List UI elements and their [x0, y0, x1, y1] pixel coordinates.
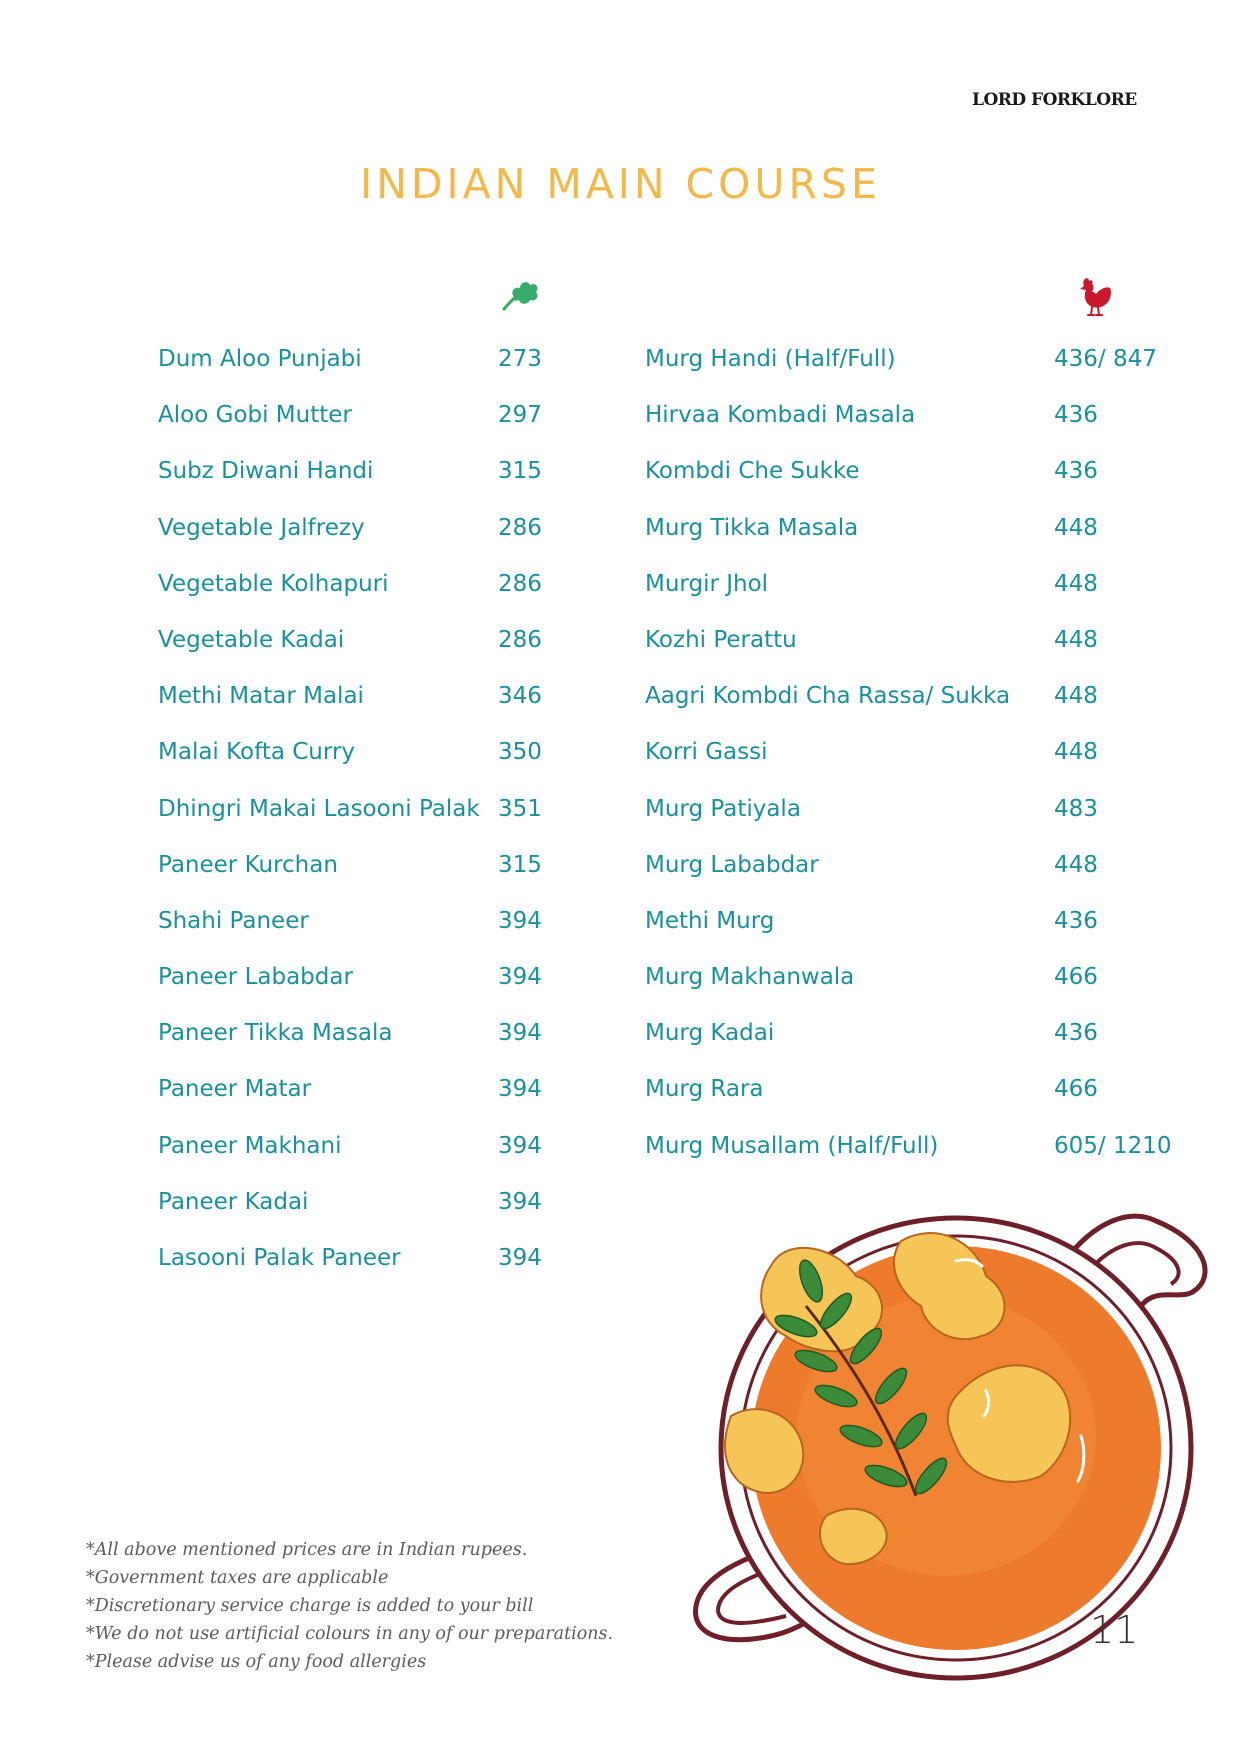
menu-item-price: 448: [1054, 739, 1098, 766]
menu-item: [158, 852, 578, 908]
menu-item: [645, 739, 1165, 795]
menu-item-name: Murg Handi (Half/Full): [645, 346, 896, 372]
menu-item-price: 436: [1054, 907, 1098, 934]
page-title: INDIAN MAIN COURSE: [360, 160, 881, 208]
menu-item-name: Paneer Kurchan: [158, 851, 338, 878]
footnote-line: *We do not use artificial colours in any of our preparations.: [86, 1624, 614, 1644]
menu-item-price: 436: [1054, 1020, 1098, 1047]
menu-item-price: 483: [1054, 795, 1098, 822]
footnote-line: *Please advise us of any food allergies: [86, 1652, 427, 1672]
menu-item-name: Kombdi Che Sukke: [645, 458, 860, 485]
menu-item-price: 394: [498, 1132, 542, 1159]
menu-item: [158, 1020, 578, 1076]
menu-item: [645, 627, 1165, 683]
menu-item-price: 436: [1054, 402, 1098, 429]
menu-item-name: Murg Patiyala: [645, 795, 801, 822]
menu-item-price: 448: [1054, 514, 1098, 541]
menu-item-name: Paneer Matar: [158, 1076, 312, 1103]
menu-item-price: 315: [498, 851, 542, 878]
menu-item: [158, 1076, 578, 1132]
menu-item-name: Vegetable Kolhapuri: [158, 570, 389, 597]
menu-item: [645, 571, 1165, 627]
menu-item: [158, 571, 578, 627]
menu-item: [645, 402, 1165, 458]
menu-item-price: 436/ 847: [1054, 346, 1157, 372]
menu-item-name: Paneer Lababdar: [158, 964, 353, 991]
menu-item-name: Dhingri Makai Lasooni Palak: [158, 795, 480, 822]
menu-item: [645, 683, 1165, 739]
menu-item-name: Aloo Gobi Mutter: [158, 402, 352, 429]
menu-item: [158, 515, 578, 571]
menu-item-price: 286: [498, 570, 542, 597]
menu-item-price: 466: [1054, 964, 1098, 991]
menu-item-price: 394: [498, 1076, 542, 1103]
menu-item-name: Vegetable Kadai: [158, 626, 345, 653]
menu-item-price: 286: [498, 514, 542, 541]
menu-item-name: Aagri Kombdi Cha Rassa/ Sukka: [645, 683, 1011, 710]
menu-item: [645, 1076, 1165, 1132]
menu-item-price: 286: [498, 626, 542, 653]
menu-item-name: Murgir Jhol: [645, 570, 769, 597]
menu-item: [158, 1245, 578, 1301]
menu-item-price: 346: [498, 683, 542, 710]
menu-item-name: Paneer Makhani: [158, 1132, 342, 1159]
menu-item: [158, 1189, 578, 1245]
menu-item: [158, 346, 578, 402]
menu-item-price: 351: [498, 795, 542, 822]
menu-item-name: Hirvaa Kombadi Masala: [645, 402, 916, 429]
menu-item-price: 448: [1054, 851, 1098, 878]
menu-item: [645, 964, 1165, 1020]
footnotes: [86, 1536, 646, 1676]
menu-item-price: 394: [498, 964, 542, 991]
menu-item: [158, 458, 578, 514]
menu-item-name: Methi Murg: [645, 907, 775, 934]
menu-item-price: 315: [498, 458, 542, 485]
footnote-line: *All above mentioned prices are in Indian rupees.: [86, 1540, 528, 1560]
menu-item: [158, 796, 578, 852]
menu-item-name: Dum Aloo Punjabi: [158, 346, 362, 372]
menu-item-name: Murg Kadai: [645, 1020, 775, 1047]
menu-item-name: Paneer Kadai: [158, 1188, 309, 1215]
menu-item-price: 394: [498, 907, 542, 934]
menu-item-name: Murg Lababdar: [645, 851, 819, 878]
menu-item-price: 466: [1054, 1076, 1098, 1103]
menu-item-name: Murg Tikka Masala: [645, 514, 859, 541]
menu-item-name: Malai Kofta Curry: [158, 739, 356, 766]
menu-item: [645, 1132, 1172, 1189]
menu-item: [645, 852, 1165, 908]
brand-logo: LORD FORKLORE: [972, 90, 1137, 110]
menu-item-name: Paneer Tikka Masala: [158, 1020, 393, 1047]
menu-item: [645, 346, 1165, 402]
menu-item-price: 605/ 1210: [1054, 1132, 1172, 1159]
menu-item: [158, 627, 578, 683]
chicken-icon: [1076, 276, 1114, 318]
menu-item-price: 350: [498, 739, 542, 766]
menu-item: [645, 796, 1165, 852]
curry-bowl-illustration: [686, 1186, 1221, 1686]
menu-item-name: Subz Diwani Handi: [158, 458, 374, 485]
menu-item: [645, 908, 1165, 964]
menu-item-price: 448: [1054, 570, 1098, 597]
menu-item: [158, 739, 578, 795]
menu-item-name: Korri Gassi: [645, 739, 768, 766]
menu-item-name: Murg Musallam (Half/Full): [645, 1132, 939, 1159]
menu-item: [158, 402, 578, 458]
menu-item-name: Murg Makhanwala: [645, 964, 855, 991]
menu-item: [158, 683, 578, 739]
leaf-icon: [500, 278, 542, 312]
chicken-menu-column: [645, 346, 1172, 1189]
menu-item: [158, 1133, 578, 1189]
menu-item: [645, 1020, 1165, 1076]
page-number: 11: [1090, 1608, 1139, 1652]
menu-item-price: 448: [1054, 683, 1098, 710]
veg-menu-column: [158, 346, 578, 1301]
footnote-line: *Government taxes are applicable: [86, 1568, 389, 1588]
menu-item-price: 394: [498, 1020, 542, 1047]
menu-item-name: Lasooni Palak Paneer: [158, 1245, 401, 1271]
menu-item-name: Shahi Paneer: [158, 907, 309, 934]
menu-item: [158, 908, 578, 964]
menu-item-name: Murg Rara: [645, 1076, 764, 1103]
footnote-line: *Discretionary service charge is added to your bill: [86, 1596, 534, 1616]
menu-item-price: 394: [498, 1245, 542, 1271]
menu-item-name: Kozhi Perattu: [645, 626, 797, 653]
menu-item-name: Methi Matar Malai: [158, 683, 364, 710]
menu-item: [645, 515, 1165, 571]
menu-item-price: 448: [1054, 626, 1098, 653]
menu-item-price: 273: [498, 346, 542, 372]
menu-item-price: 436: [1054, 458, 1098, 485]
menu-item-price: 394: [498, 1188, 542, 1215]
menu-item-price: 297: [498, 402, 542, 429]
menu-item: [645, 458, 1165, 514]
menu-item: [158, 964, 578, 1020]
menu-item-name: Vegetable Jalfrezy: [158, 514, 365, 541]
paneer-chunk: [820, 1509, 887, 1564]
